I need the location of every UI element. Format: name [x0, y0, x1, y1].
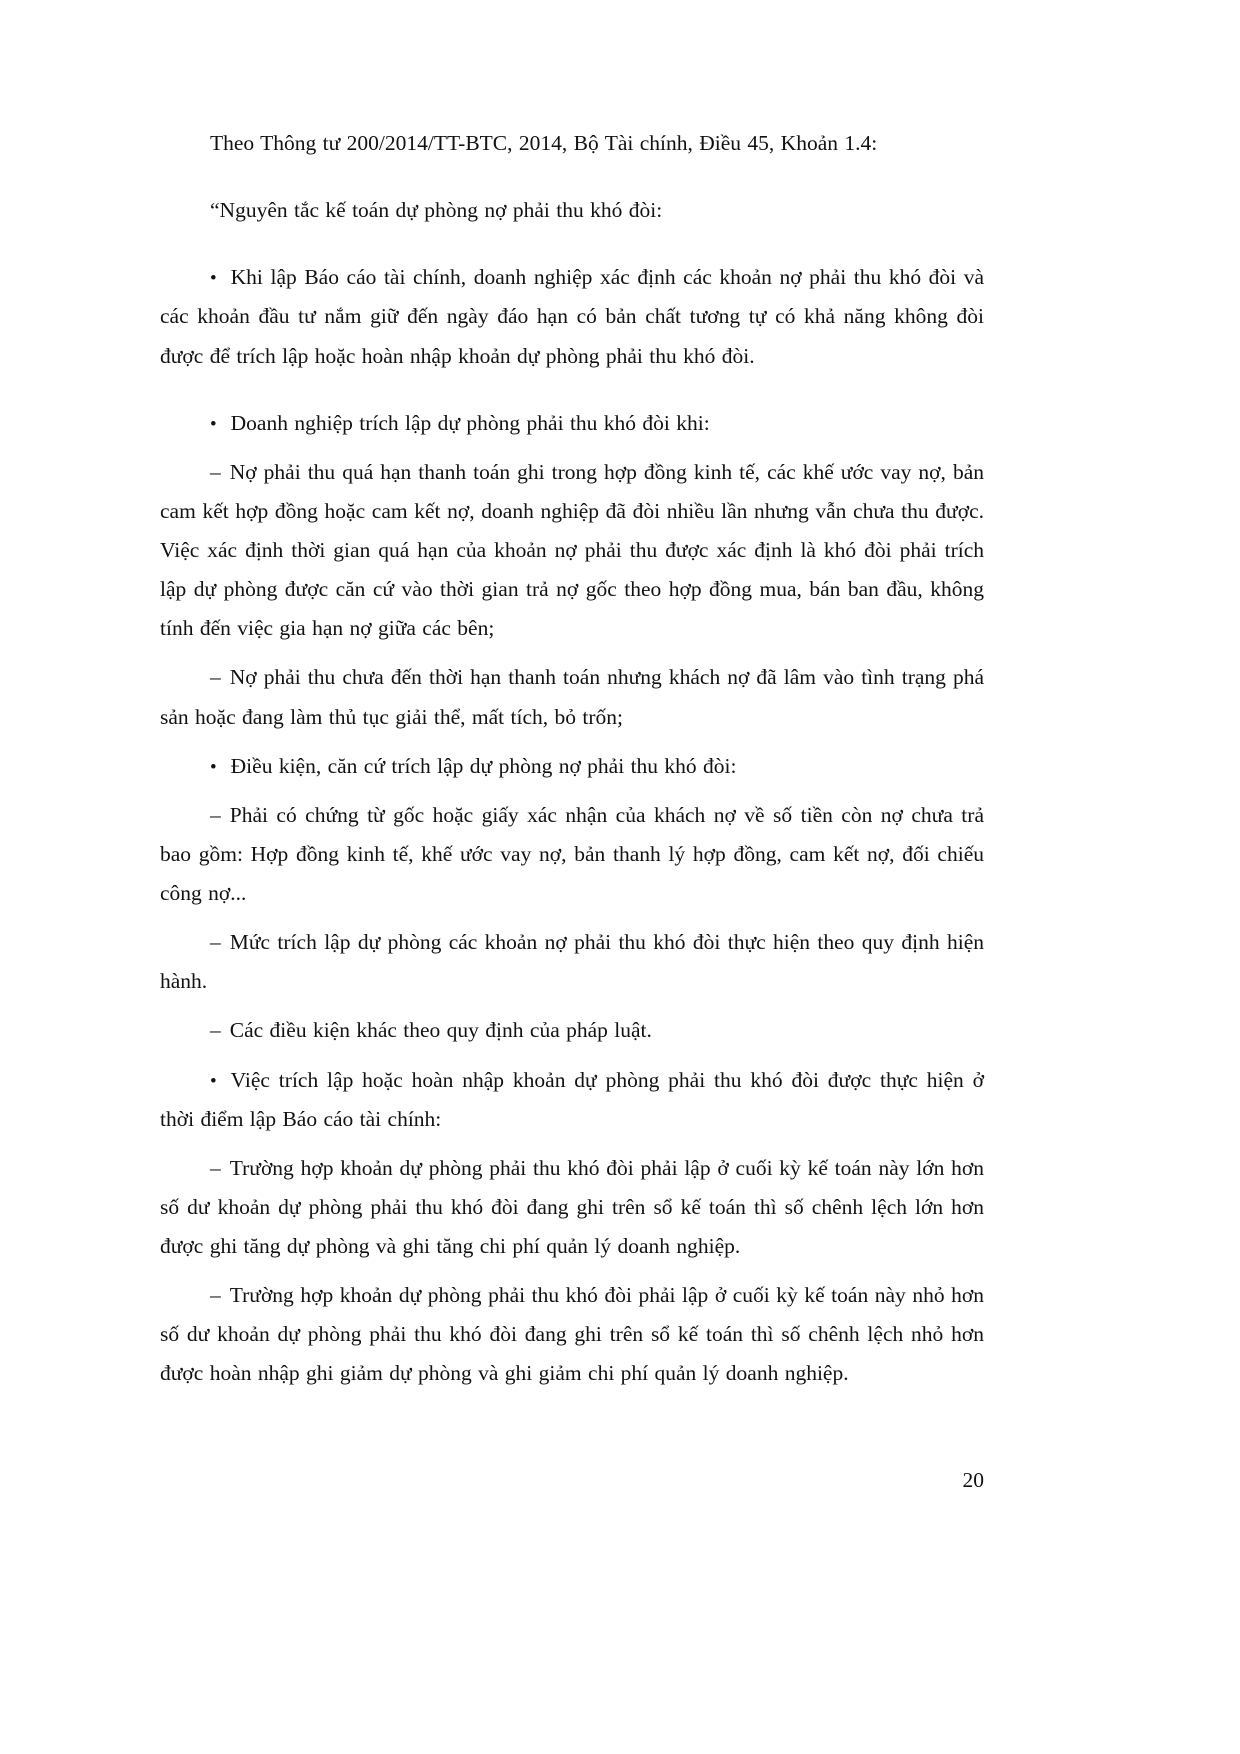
paragraph — [160, 404, 984, 443]
bullet-marker: • — [210, 1070, 217, 1092]
paragraph-text: Các điều kiện khác theo quy định của pháp luật. — [229, 1018, 652, 1043]
dash-marker: – — [210, 1018, 221, 1043]
dash-marker: – — [210, 1155, 221, 1180]
paragraph — [160, 1276, 984, 1393]
paragraph — [160, 796, 984, 913]
paragraph-text: Doanh nghiệp trích lập dự phòng phải thu khó đòi khi: — [230, 410, 710, 435]
paragraph — [160, 1061, 984, 1139]
dash-marker: – — [210, 802, 221, 827]
paragraph-text: Theo Thông tư 200/2014/TT-BTC, 2014, Bộ Tài chính, Điều 45, Khoản 1.4: — [210, 131, 878, 155]
paragraph — [160, 923, 984, 1001]
paragraph-text: Nợ phải thu chưa đến thời hạn thanh toán nhưng khách nợ đã lâm vào tình trạng phá sản hoặc đang làm thủ tục giải thể, mất tích, bỏ trốn; — [160, 665, 984, 729]
bullet-marker: • — [210, 756, 217, 778]
paragraph-text: Việc trích lập hoặc hoàn nhập khoản dự phòng phải thu khó đòi được thực hiện ở thời điểm lập Báo cáo tài chính: — [160, 1067, 984, 1131]
dash-marker: – — [210, 665, 221, 690]
bullet-marker: • — [210, 413, 217, 435]
bullet-marker: • — [210, 268, 217, 290]
paragraph-text: Điều kiện, căn cứ trích lập dự phòng nợ phải thu khó đòi: — [230, 753, 737, 778]
paragraph-text: Trường hợp khoản dự phòng phải thu khó đòi phải lập ở cuối kỳ kế toán này nhỏ hơn số dư khoản dự phòng phải thu khó đòi đang ghi trên sổ kế toán thì số chênh lệch nhỏ hơn được hoàn nhập ghi giảm dự phòng và ghi giảm chi phí quản lý doanh nghiệp. — [160, 1283, 984, 1386]
document-body — [160, 124, 984, 1394]
paragraph — [160, 658, 984, 736]
paragraph-text: Mức trích lập dự phòng các khoản nợ phải thu khó đòi thực hiện theo quy định hiện hành. — [160, 930, 984, 994]
paragraph — [160, 191, 984, 230]
paragraph — [160, 1011, 984, 1050]
paragraph-text: Nợ phải thu quá hạn thanh toán ghi trong hợp đồng kinh tế, các khế ước vay nợ, bản cam kết hợp đồng hoặc cam kết nợ, doanh nghiệp đã đòi nhiều lần nhưng vẫn chưa thu được. Việc xác định thời gian quá hạn của khoản nợ phải thu được xác định là khó đòi phải trích lập dự phòng được căn cứ vào thời gian trả nợ gốc theo hợp đồng mua, bán ban đầu, không tính đến việc gia hạn nợ giữa các bên; — [160, 459, 984, 641]
paragraph — [160, 1149, 984, 1266]
paragraph-text: “Nguyên tắc kế toán dự phòng nợ phải thu khó đòi: — [210, 198, 663, 223]
page-number: 20 — [962, 1468, 984, 1492]
dash-marker: – — [210, 930, 221, 955]
paragraph — [160, 258, 984, 375]
paragraph — [160, 453, 984, 649]
dash-marker: – — [210, 1283, 221, 1308]
dash-marker: – — [210, 459, 221, 484]
paragraph — [160, 124, 984, 163]
paragraph-text: Khi lập Báo cáo tài chính, doanh nghiệp xác định các khoản nợ phải thu khó đòi và các khoản đầu tư nắm giữ đến ngày đáo hạn có bản chất tương tự có khả năng không đòi được để trích lập hoặc hoàn nhập khoản dự phòng phải thu khó đòi. — [160, 265, 984, 368]
paragraph-text: Phải có chứng từ gốc hoặc giấy xác nhận của khách nợ về số tiền còn nợ chưa trả bao gồm: Hợp đồng kinh tế, khế ước vay nợ, bản thanh lý hợp đồng, cam kết nợ, đối chiếu công nợ... — [160, 802, 984, 905]
paragraph — [160, 747, 984, 786]
paragraph-text: Trường hợp khoản dự phòng phải thu khó đòi phải lập ở cuối kỳ kế toán này lớn hơn số dư khoản dự phòng phải thu khó đòi đang ghi trên sổ kế toán thì số chênh lệch lớn hơn được ghi tăng dự phòng và ghi tăng chi phí quản lý doanh nghiệp. — [160, 1155, 984, 1258]
